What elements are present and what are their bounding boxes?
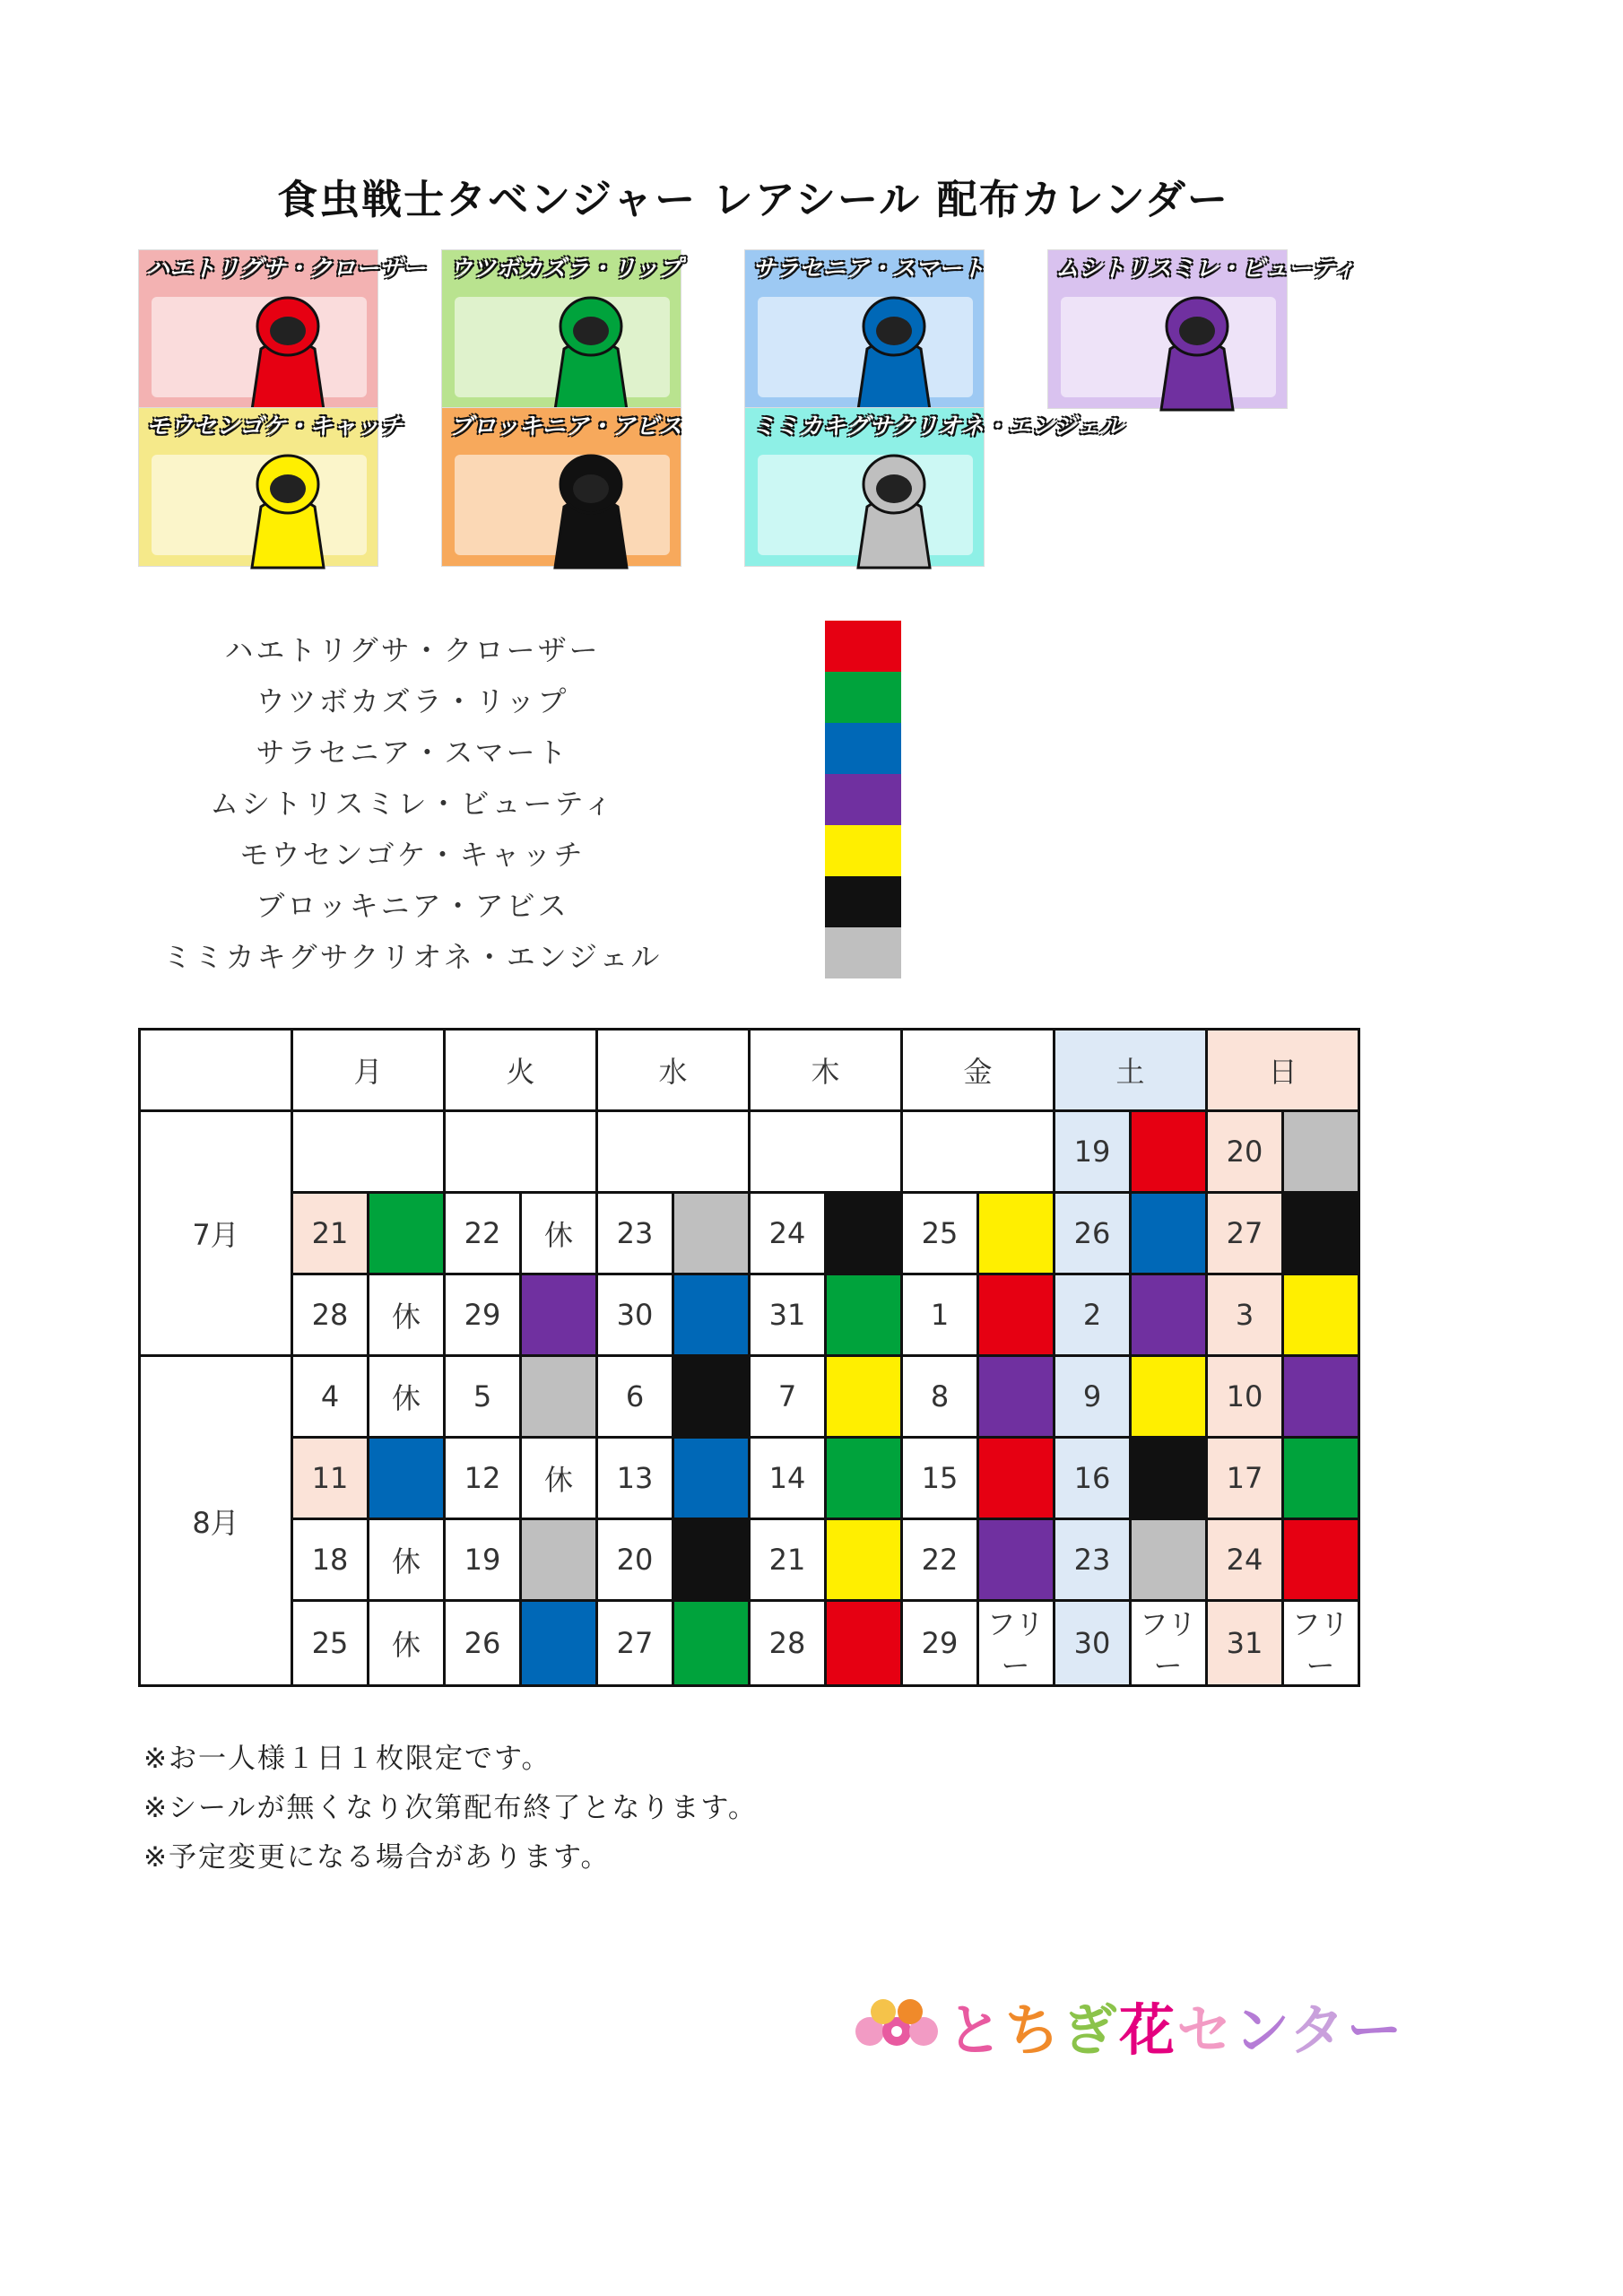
- weekday-header: 水: [597, 1030, 750, 1111]
- sticker-color-marker: [1131, 1519, 1207, 1601]
- day-number: 7: [750, 1356, 826, 1438]
- day-number: 15: [902, 1438, 978, 1519]
- day-number: 28: [292, 1274, 369, 1356]
- day-number: 31: [1207, 1601, 1283, 1686]
- day-number: 20: [597, 1519, 673, 1601]
- closed-marker: 休: [521, 1438, 597, 1519]
- hero-illustration-icon: [234, 286, 342, 410]
- sticker-color-marker: [1283, 1111, 1359, 1193]
- logo-char: ぎ: [1062, 1996, 1120, 2063]
- sticker-color-marker: [1283, 1193, 1359, 1274]
- sticker-color-marker: [978, 1438, 1055, 1519]
- logo-char: ー: [1346, 1996, 1404, 2063]
- legend-swatch: [825, 876, 901, 927]
- note-stock: ※シールが無くなり次第配布終了となります。: [143, 1792, 758, 1824]
- day-number: 13: [597, 1438, 673, 1519]
- sticker-color-marker: [978, 1519, 1055, 1601]
- legend-swatch: [825, 672, 901, 723]
- sticker-color-marker: [826, 1438, 902, 1519]
- day-number: 19: [445, 1519, 521, 1601]
- character-card: [744, 407, 1124, 567]
- sticker-color-marker: [826, 1601, 902, 1686]
- day-number: 31: [750, 1274, 826, 1356]
- logo-char: ン: [1234, 1996, 1289, 2063]
- day-number: 5: [445, 1356, 521, 1438]
- card-title: ムシトリスミレ・ビューティ: [1055, 256, 1357, 283]
- day-number: 27: [1207, 1193, 1283, 1274]
- sticker-color-marker: [673, 1193, 750, 1274]
- empty-day-cell: [292, 1111, 445, 1193]
- month-label: 8月: [140, 1356, 292, 1686]
- page-title: 食虫戦士タベンジャー レアシール 配布カレンダー: [277, 176, 1229, 223]
- hero-illustration-icon: [1143, 286, 1251, 410]
- day-number: 1: [902, 1274, 978, 1356]
- day-number: 24: [1207, 1519, 1283, 1601]
- day-number: 22: [445, 1193, 521, 1274]
- legend-swatch: [825, 621, 901, 672]
- day-number: 17: [1207, 1438, 1283, 1519]
- sticker-color-marker: [521, 1601, 597, 1686]
- note-limit: ※お一人様１日１枚限定です。: [143, 1743, 551, 1775]
- weekday-header: 月: [292, 1030, 445, 1111]
- sticker-color-marker: [1131, 1274, 1207, 1356]
- card-title: ブロッキニア・アビス: [449, 413, 682, 440]
- logo-char: と: [947, 1996, 1005, 2063]
- sticker-color-marker: [673, 1438, 750, 1519]
- sticker-color-marker: [978, 1356, 1055, 1438]
- day-number: 18: [292, 1519, 369, 1601]
- legend-swatch: [825, 723, 901, 774]
- day-number: 27: [597, 1601, 673, 1686]
- day-number: 9: [1055, 1356, 1131, 1438]
- flower-logo-icon: [852, 1994, 942, 2057]
- day-number: 20: [1207, 1111, 1283, 1193]
- sticker-color-marker: [978, 1193, 1055, 1274]
- day-number: 21: [292, 1193, 369, 1274]
- logo-char: タ: [1289, 1996, 1347, 2063]
- sticker-color-marker: [673, 1356, 750, 1438]
- character-card: [138, 249, 426, 409]
- logo-text: [947, 1986, 1404, 2066]
- day-number: 12: [445, 1438, 521, 1519]
- month-label: 7月: [140, 1111, 292, 1356]
- hero-illustration-icon: [840, 444, 948, 568]
- sticker-color-marker: [826, 1274, 902, 1356]
- legend-label: モウセンゴケ・キャッチ: [239, 838, 586, 872]
- legend-label: ムシトリスミレ・ビューティ: [210, 787, 615, 821]
- legend-swatch: [825, 927, 901, 978]
- hero-illustration-icon: [234, 444, 342, 568]
- card-title: サラセニア・スマート: [752, 256, 985, 283]
- character-card: [441, 407, 681, 567]
- card-title: モウセンゴケ・キャッチ: [146, 413, 404, 440]
- sticker-color-marker: [369, 1438, 445, 1519]
- legend-label: ミミカキグサクリオネ・エンジェル: [162, 940, 663, 974]
- day-number: 25: [292, 1601, 369, 1686]
- sticker-color-marker: [1131, 1111, 1207, 1193]
- hero-illustration-icon: [840, 286, 948, 410]
- day-number: 21: [750, 1519, 826, 1601]
- legend-label: ウツボカズラ・リップ: [256, 684, 569, 718]
- day-number: 19: [1055, 1111, 1131, 1193]
- sticker-color-marker: [521, 1356, 597, 1438]
- day-number: 26: [445, 1601, 521, 1686]
- closed-marker: 休: [369, 1601, 445, 1686]
- sticker-color-marker: [521, 1519, 597, 1601]
- legend-swatch: [825, 825, 901, 876]
- card-title: ハエトリグサ・クローザー: [146, 256, 426, 283]
- weekday-header: 土: [1055, 1030, 1207, 1111]
- weekday-header: 木: [750, 1030, 902, 1111]
- card-title: ミミカキグサクリオネ・エンジェル: [752, 413, 1124, 440]
- legend-label: ブロッキニア・アビス: [256, 889, 569, 923]
- note-change: ※予定変更になる場合があります。: [143, 1841, 611, 1874]
- hero-illustration-icon: [537, 286, 645, 410]
- hero-illustration-icon: [537, 444, 645, 568]
- day-number: 24: [750, 1193, 826, 1274]
- sticker-color-marker: [1131, 1356, 1207, 1438]
- day-number: 16: [1055, 1438, 1131, 1519]
- day-number: 4: [292, 1356, 369, 1438]
- character-card: [744, 249, 985, 409]
- legend-label: サラセニア・スマート: [256, 735, 569, 770]
- day-number: 30: [1055, 1601, 1131, 1686]
- day-number: 8: [902, 1356, 978, 1438]
- free-marker: フリー: [1131, 1601, 1207, 1686]
- day-number: 28: [750, 1601, 826, 1686]
- closed-marker: 休: [369, 1356, 445, 1438]
- sticker-color-marker: [1131, 1193, 1207, 1274]
- day-number: 30: [597, 1274, 673, 1356]
- tochigi-flower-center-logo: [852, 1989, 1404, 2061]
- day-number: 2: [1055, 1274, 1131, 1356]
- calendar-corner: [140, 1030, 292, 1111]
- day-number: 26: [1055, 1193, 1131, 1274]
- empty-day-cell: [445, 1111, 597, 1193]
- logo-char: セ: [1176, 1996, 1235, 2063]
- day-number: 10: [1207, 1356, 1283, 1438]
- sticker-color-marker: [521, 1274, 597, 1356]
- sticker-color-marker: [1283, 1356, 1359, 1438]
- day-number: 23: [1055, 1519, 1131, 1601]
- weekday-header: 火: [445, 1030, 597, 1111]
- free-marker: フリー: [1283, 1601, 1359, 1686]
- weekday-header: 日: [1207, 1030, 1359, 1111]
- empty-day-cell: [902, 1111, 1055, 1193]
- day-number: 25: [902, 1193, 978, 1274]
- day-number: 29: [445, 1274, 521, 1356]
- free-marker: フリー: [978, 1601, 1055, 1686]
- closed-marker: 休: [369, 1519, 445, 1601]
- empty-day-cell: [597, 1111, 750, 1193]
- sticker-color-marker: [1131, 1438, 1207, 1519]
- legend-label: ハエトリグサ・クローザー: [224, 633, 601, 667]
- day-number: 22: [902, 1519, 978, 1601]
- character-card: [138, 407, 404, 567]
- day-number: 23: [597, 1193, 673, 1274]
- empty-day-cell: [750, 1111, 902, 1193]
- day-number: 11: [292, 1438, 369, 1519]
- character-card: [441, 249, 681, 409]
- sticker-color-marker: [673, 1274, 750, 1356]
- sticker-color-marker: [826, 1356, 902, 1438]
- sticker-color-marker: [1283, 1438, 1359, 1519]
- character-card: [1047, 249, 1357, 409]
- legend-swatch: [825, 774, 901, 825]
- sticker-color-marker: [1283, 1274, 1359, 1356]
- sticker-color-marker: [978, 1274, 1055, 1356]
- card-title: ウツボカズラ・リップ: [449, 256, 681, 283]
- weekday-header: 金: [902, 1030, 1055, 1111]
- closed-marker: 休: [521, 1193, 597, 1274]
- sticker-color-marker: [826, 1519, 902, 1601]
- day-number: 3: [1207, 1274, 1283, 1356]
- sticker-color-marker: [673, 1519, 750, 1601]
- day-number: 6: [597, 1356, 673, 1438]
- day-number: 29: [902, 1601, 978, 1686]
- logo-char: ち: [1004, 1996, 1063, 2063]
- sticker-color-marker: [1283, 1519, 1359, 1601]
- sticker-color-marker: [369, 1193, 445, 1274]
- logo-char: 花: [1119, 1996, 1177, 2063]
- day-number: 14: [750, 1438, 826, 1519]
- closed-marker: 休: [369, 1274, 445, 1356]
- sticker-color-marker: [673, 1601, 750, 1686]
- distribution-calendar: [138, 1028, 1360, 1687]
- sticker-color-marker: [826, 1193, 902, 1274]
